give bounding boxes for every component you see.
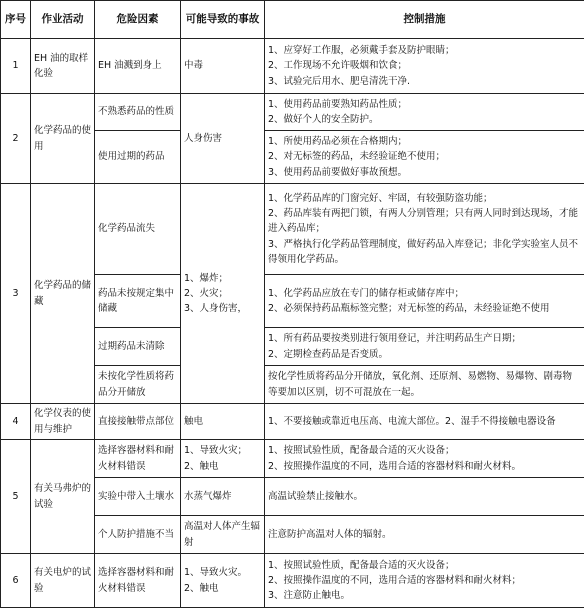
activity-cell: 有关马弗炉的试验 xyxy=(31,440,95,554)
hazard-cell: 未按化学性质将药品分开储放 xyxy=(95,366,181,404)
accident-cell: 高温对人体产生辐射 xyxy=(181,516,265,554)
control-cell: 1、使用药品前要熟知药品性质； 2、做好个人的安全防护。 xyxy=(265,94,584,131)
control-cell: 按化学性质将药品分开储放，氧化剂、还原剂、易燃物、易爆物、剧毒物等要加以区别，切不可混放在一起。 xyxy=(265,366,584,404)
accident-cell: 1、导致火灾。 2、触电 xyxy=(181,554,265,608)
control-cell: 1、不要接触或靠近电压高、电流大部位。2、湿手不得接触电器设备 xyxy=(265,404,584,440)
header-hazard: 危险因素 xyxy=(95,1,181,39)
hazard-cell: 过期药品未清除 xyxy=(95,328,181,366)
row-number: 1 xyxy=(1,39,31,94)
activity-cell: 化学仪表的使用与维护 xyxy=(31,404,95,440)
activity-cell: 化学药品的使用 xyxy=(31,94,95,184)
accident-cell: 中毒 xyxy=(181,39,265,94)
control-cell: 1、所有药品要按类别进行领用登记，并注明药品生产日期； 2、定期检查药品是否变质。 xyxy=(265,328,584,366)
hazard-cell: 直接接触带点部位 xyxy=(95,404,181,440)
row-number: 5 xyxy=(1,440,31,554)
hazard-cell: 选择容器材料和耐火材料错误 xyxy=(95,554,181,608)
activity-cell: EH 油的取样化验 xyxy=(31,39,95,94)
control-cell: 1、所使用药品必须在合格期内； 2、对无标签的药品，未经验证绝不使用； 3、使用药品前要做好事故预想。 xyxy=(265,131,584,184)
hazard-cell: 药品未按规定集中储藏 xyxy=(95,275,181,328)
row-number: 2 xyxy=(1,94,31,184)
header-accident: 可能导致的事故 xyxy=(181,1,265,39)
control-cell: 1、化学药品应放在专门的储存柜或储存库中； 2、必须保持药品瓶标签完整；对无标签的药品，未经验证绝不使用 xyxy=(265,275,584,328)
control-cell: 1、按照试验性质，配备最合适的灭火设备； 2、按照操作温度的不同，选用合适的容器材料和耐火材料。 xyxy=(265,440,584,478)
table-row xyxy=(1,94,584,131)
hazard-cell: 化学药品流失 xyxy=(95,184,181,275)
control-cell: 1、化学药品库的门窗完好、牢固，有较强防盗功能； 2、药品库装有两把门锁，有两人分别管理；只有两人同时到达现场，才能进入药品库； 3、严格执行化学药品管理制度，做好药品入库登记；非化学实验室人员不得领用化学药品。 xyxy=(265,184,584,275)
control-cell: 1、按照试验性质，配备最合适的灭火设备； 2、按照操作温度的不同，选用合适的容器材料和耐火材料； 3、注意防止触电。 xyxy=(265,554,584,608)
hazard-cell: 不熟悉药品的性质 xyxy=(95,94,181,131)
header-control: 控制措施 xyxy=(265,1,584,39)
activity-cell: 化学药品的储藏 xyxy=(31,184,95,404)
control-cell: 注意防护高温对人体的辐射。 xyxy=(265,516,584,554)
table-row xyxy=(1,554,584,608)
row-number: 4 xyxy=(1,404,31,440)
accident-cell: 人身伤害 xyxy=(181,94,265,184)
activity-cell: 有关电炉的试验 xyxy=(31,554,95,608)
table-row xyxy=(1,404,584,440)
header-activity: 作业活动 xyxy=(31,1,95,39)
accident-cell: 水蒸气爆炸 xyxy=(181,478,265,516)
control-cell: 高温试验禁止接触水。 xyxy=(265,478,584,516)
header-number: 序号 xyxy=(1,1,31,39)
hazard-cell: 实验中带入土壤水 xyxy=(95,478,181,516)
table-header-row xyxy=(1,1,584,39)
accident-cell: 1、导致火灾； 2、触电 xyxy=(181,440,265,478)
table-row xyxy=(1,39,584,94)
table-row xyxy=(1,440,584,478)
row-number: 3 xyxy=(1,184,31,404)
hazard-cell: 选择容器材料和耐火材料错误 xyxy=(95,440,181,478)
hazard-cell: EH 油溅到身上 xyxy=(95,39,181,94)
hazard-cell: 使用过期的药品 xyxy=(95,131,181,184)
control-cell: 1、应穿好工作服，必须戴手套及防护眼睛； 2、工作现场不允许吸烟和饮食； 3、试验完后用水、肥皂清洗干净. xyxy=(265,39,584,94)
accident-cell: 触电 xyxy=(181,404,265,440)
hazard-cell: 个人防护措施不当 xyxy=(95,516,181,554)
row-number: 6 xyxy=(1,554,31,608)
table-row xyxy=(1,184,584,275)
accident-cell: 1、爆炸； 2、火灾； 3、人身伤害， xyxy=(181,184,265,404)
